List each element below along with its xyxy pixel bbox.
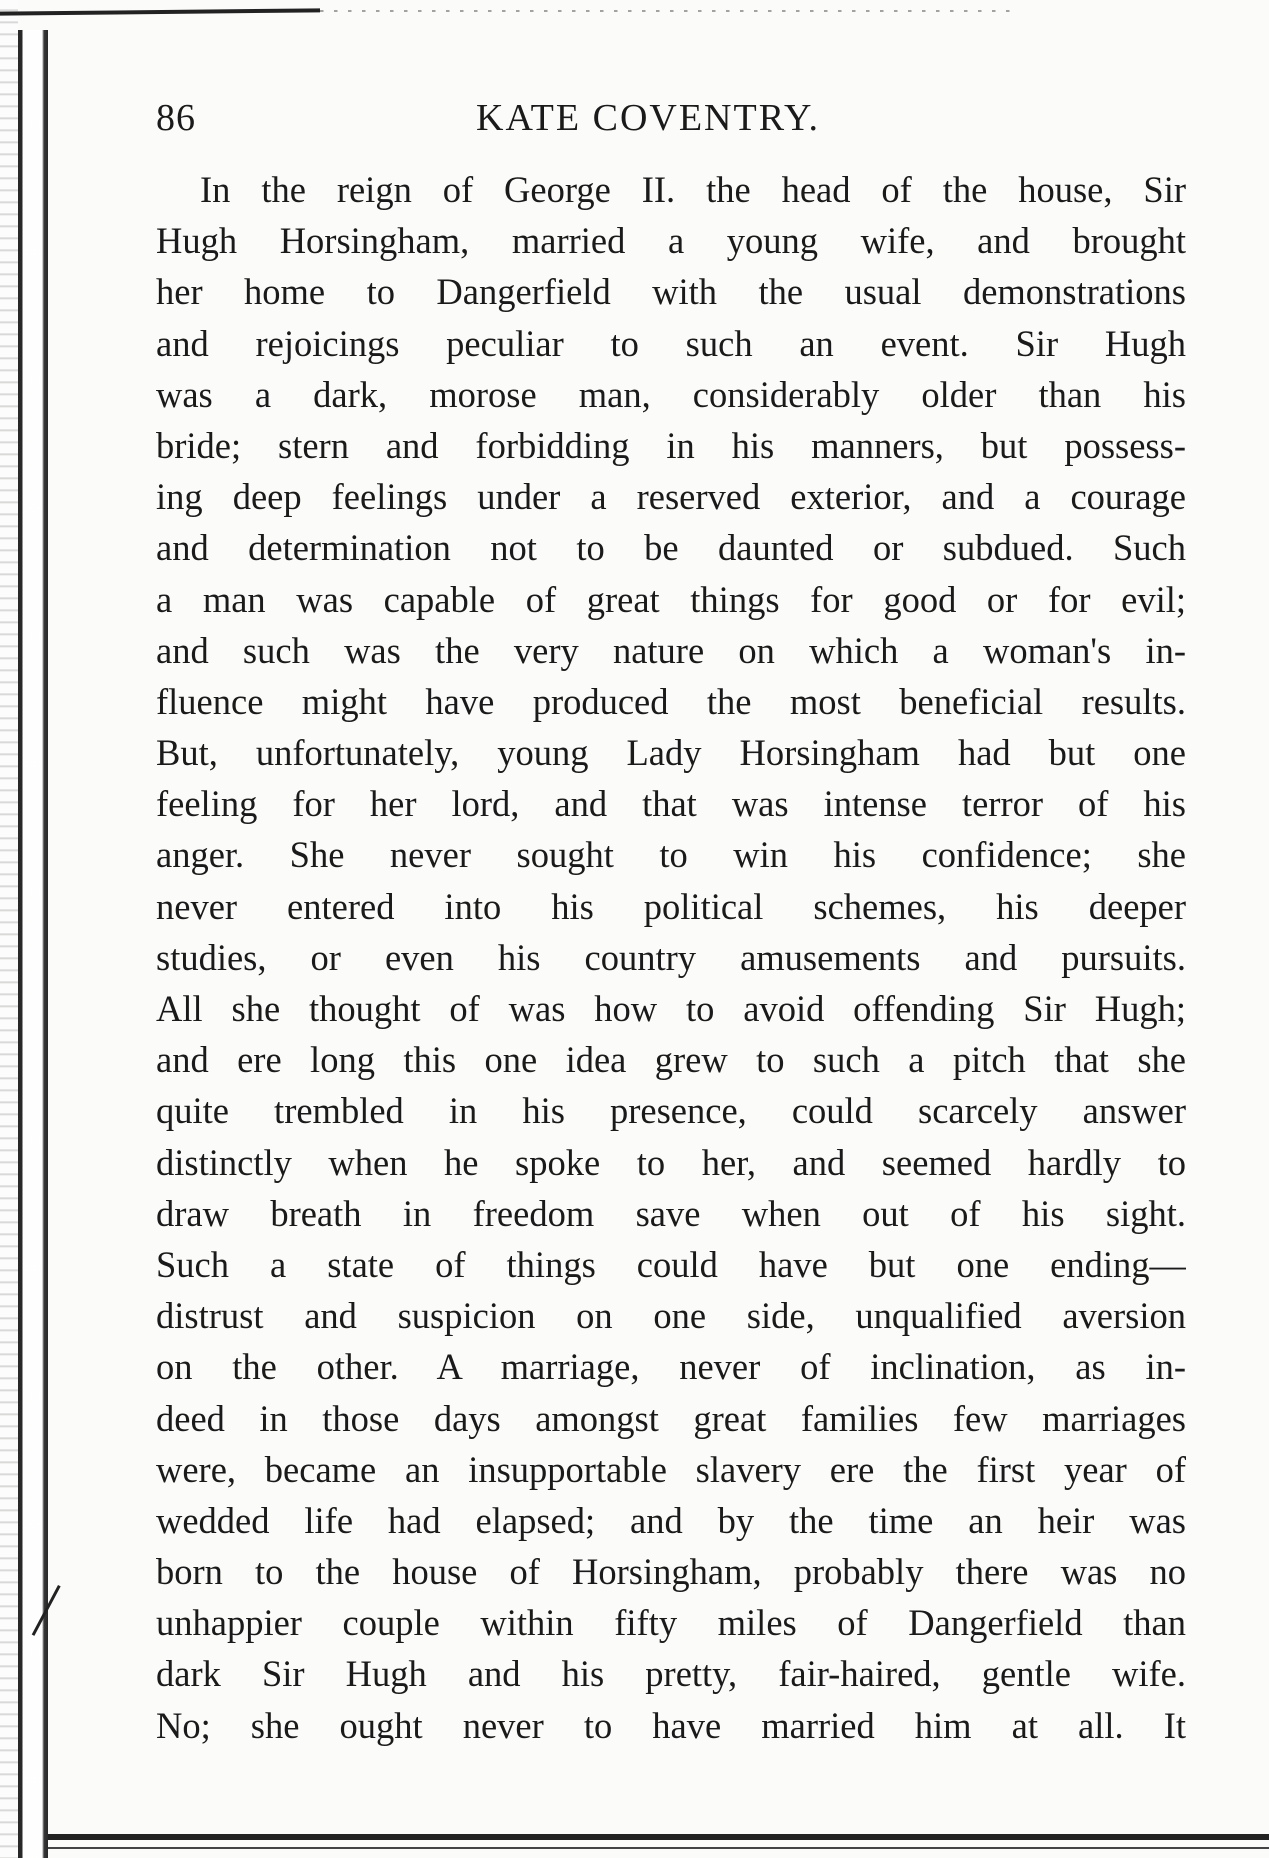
text-line: born to the house of Horsingham, probably there was no [156,1551,1186,1593]
text-line: distrust and suspicion on one side, unqualified aversion [156,1295,1186,1337]
page-number: 86 [156,97,196,139]
text-line: unhappier couple within fifty miles of Dangerfield than [156,1602,1186,1644]
top-edge-dark-stroke [0,8,320,15]
text-line: anger. She never sought to win his confidence; she [156,834,1186,876]
text-line: and determination not to be daunted or subdued. Such [156,527,1186,569]
running-head: KATE COVENTRY. [476,97,820,139]
text-line: on the other. A marriage, never of inclination, as in- [156,1346,1186,1388]
text-line: and rejoicings peculiar to such an event. Sir Hugh [156,322,1186,364]
text-line: a man was capable of great things for good or for evil; [156,578,1186,620]
text-line: dark Sir Hugh and his pretty, fair-haired, gentle wife. [156,1653,1186,1695]
text-line: bride; stern and forbidding in his manners, but possess- [156,424,1186,466]
text-line: were, became an insupportable slavery ere the first year of [156,1448,1186,1490]
text-line: quite trembled in his presence, could scarcely answer [156,1090,1186,1132]
text-line: wedded life had elapsed; and by the time an heir was [156,1499,1186,1541]
top-edge-dotted-stroke [320,10,1020,12]
text-line: and such was the very nature on which a woman's in- [156,629,1186,671]
scan-bottom-edge [48,1834,1269,1840]
text-line: In the reign of George II. the head of the house, Sir [200,169,1186,210]
scan-bottom-edge-thin [48,1847,1269,1849]
text-line: ing deep feelings under a reserved exterior, and a courage [156,476,1186,518]
text-line: never entered into his political schemes, his deeper [156,885,1186,927]
text-line: draw breath in freedom save when out of his sight. [156,1192,1186,1234]
scan-edge-noise [0,0,18,1858]
text-line: distinctly when he spoke to her, and seemed hardly to [156,1141,1186,1183]
book-binding-edge [18,30,48,1858]
text-line: was a dark, morose man, considerably older than his [156,373,1186,415]
scan-top-edge [0,0,1100,30]
text-line: deed in those days amongst great families few marriages [156,1397,1186,1439]
page-header [156,96,1186,146]
text-line: But, unfortunately, young Lady Horsingham had but one [156,732,1186,774]
text-line: All she thought of was how to avoid offending Sir Hugh; [156,988,1186,1029]
body-text [156,164,1186,1751]
text-line: studies, or even his country amusements and pursuits. [156,936,1186,978]
text-line: fluence might have produced the most beneficial results. [156,680,1186,722]
text-line: Such a state of things could have but one ending— [156,1243,1186,1285]
text-line: and ere long this one idea grew to such a pitch that she [156,1039,1186,1081]
text-line: No; she ought never to have married him at all. It [156,1704,1186,1746]
text-line: feeling for her lord, and that was intense terror of his [156,783,1186,825]
text-line: Hugh Horsingham, married a young wife, and brought [156,220,1186,262]
text-line: her home to Dangerfield with the usual demonstrations [156,271,1186,313]
